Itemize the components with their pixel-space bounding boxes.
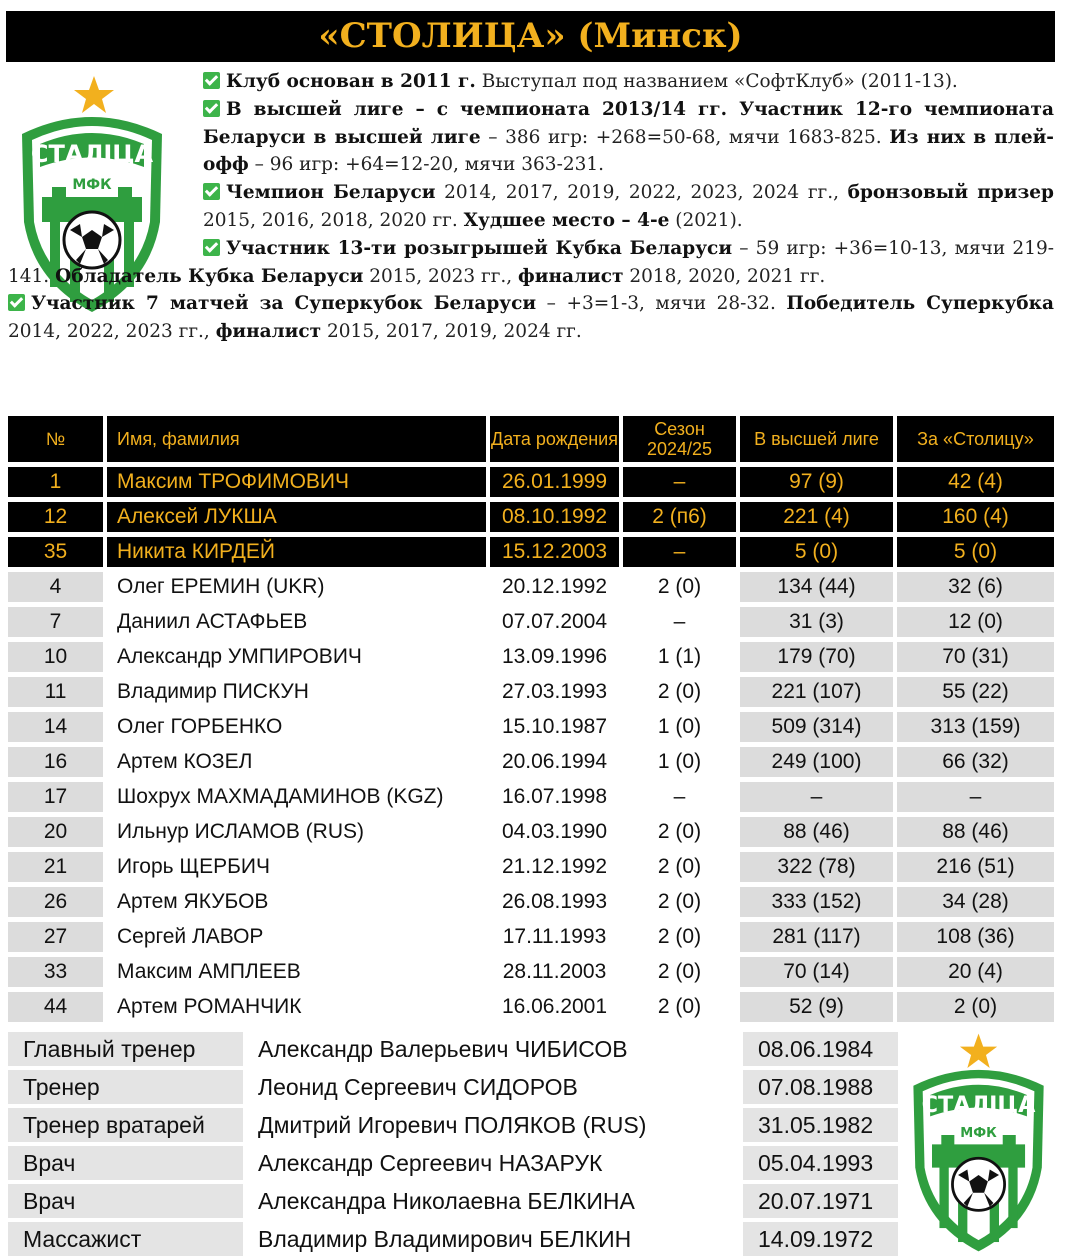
player-top-league: 179 (70) <box>736 642 893 672</box>
player-top-league: 281 (117) <box>736 922 893 952</box>
staff-row <box>8 1146 898 1180</box>
player-season: 1 (0) <box>619 712 736 742</box>
player-top-league: 5 (0) <box>736 537 893 567</box>
info-supercup: Участник 7 матчей за Суперкубок Беларуси – +3=1-3, мячи 28-32. Победитель Суперкубка 2014, 2022, 2023 гг., финалист 2015, 2017, 2019, 2024 гг. <box>8 293 1054 343</box>
player-name: Сергей ЛАВОР <box>103 922 486 952</box>
staff-row <box>8 1184 898 1218</box>
player-birthdate: 26.01.1999 <box>486 467 619 497</box>
table-row <box>8 887 1054 917</box>
player-top-league: 249 (100) <box>736 747 893 777</box>
checkmark-icon <box>203 239 220 256</box>
player-club-apps: 70 (31) <box>893 642 1054 672</box>
player-number: 7 <box>8 607 103 637</box>
player-club-apps: – <box>893 782 1054 812</box>
player-number: 1 <box>8 467 103 497</box>
player-top-league: 88 (46) <box>736 817 893 847</box>
player-number: 26 <box>8 887 103 917</box>
player-number: 12 <box>8 502 103 532</box>
staff-role: Врач <box>8 1184 243 1218</box>
player-name: Шохрух МАХМАДАМИНОВ (KGZ) <box>103 782 486 812</box>
player-number: 35 <box>8 537 103 567</box>
player-club-apps: 32 (6) <box>893 572 1054 602</box>
table-row <box>8 642 1054 672</box>
player-birthdate: 20.06.1994 <box>486 747 619 777</box>
player-club-apps: 34 (28) <box>893 887 1054 917</box>
player-birthdate: 20.12.1992 <box>486 572 619 602</box>
player-birthdate: 26.08.1993 <box>486 887 619 917</box>
staff-row <box>8 1222 898 1256</box>
staff-row <box>8 1032 898 1066</box>
player-birthdate: 04.03.1990 <box>486 817 619 847</box>
player-number: 44 <box>8 992 103 1022</box>
player-season: 2 (0) <box>619 677 736 707</box>
svg-text:МФК: МФК <box>960 1125 997 1141</box>
staff-birthdate: 20.07.1971 <box>743 1184 898 1218</box>
staff-table <box>8 1028 898 1260</box>
player-birthdate: 16.06.2001 <box>486 992 619 1022</box>
star-icon <box>960 1034 997 1068</box>
player-name: Даниил АСТАФЬЕВ <box>103 607 486 637</box>
player-number: 21 <box>8 852 103 882</box>
player-club-apps: 20 (4) <box>893 957 1054 987</box>
player-top-league: 221 (4) <box>736 502 893 532</box>
player-season: 2 (0) <box>619 572 736 602</box>
player-birthdate: 08.10.1992 <box>486 502 619 532</box>
logo-text: СТАЛIЦА <box>30 140 154 168</box>
table-row <box>8 852 1054 882</box>
staff-birthdate: 14.09.1972 <box>743 1222 898 1256</box>
table-header <box>8 416 1054 462</box>
player-name: Владимир ПИСКУН <box>103 677 486 707</box>
player-season: 2 (0) <box>619 887 736 917</box>
player-name: Алексей ЛУКША <box>103 502 486 532</box>
info-founded: Клуб основан в 2011 г. Выступал под названием «СофтКлуб» (2011-13). <box>8 68 1054 96</box>
player-club-apps: 5 (0) <box>893 537 1054 567</box>
logo-monogram: МФК <box>72 177 112 193</box>
table-row <box>8 607 1054 637</box>
player-season: 2 (0) <box>619 922 736 952</box>
player-top-league: 31 (3) <box>736 607 893 637</box>
checkmark-icon <box>203 183 220 200</box>
staff-name: Александра Николаевна БЕЛКИНА <box>243 1184 743 1218</box>
player-top-league: 134 (44) <box>736 572 893 602</box>
player-birthdate: 13.09.1996 <box>486 642 619 672</box>
player-club-apps: 2 (0) <box>893 992 1054 1022</box>
player-club-apps: 160 (4) <box>893 502 1054 532</box>
staff-role: Главный тренер <box>8 1032 243 1066</box>
player-birthdate: 28.11.2003 <box>486 957 619 987</box>
staff-name: Александр Валерьевич ЧИБИСОВ <box>243 1032 743 1066</box>
info-top-league: В высшей лиге – с чемпионата 2013/14 гг. Участник 12-го чемпионата Беларуси в высшей лиге – 386 игр: +268=50-68, мячи 1683-825. Из них в плей-офф – 96 игр: +64=12-20, мячи 363-231. <box>203 98 1054 176</box>
staff-name: Владимир Владимирович БЕЛКИН <box>243 1222 743 1256</box>
player-number: 11 <box>8 677 103 707</box>
player-season: – <box>619 537 736 567</box>
player-top-league: 70 (14) <box>736 957 893 987</box>
player-name: Игорь ЩЕРБИЧ <box>103 852 486 882</box>
player-number: 17 <box>8 782 103 812</box>
player-number: 14 <box>8 712 103 742</box>
staff-birthdate: 05.04.1993 <box>743 1146 898 1180</box>
player-top-league: 509 (314) <box>736 712 893 742</box>
player-birthdate: 27.03.1993 <box>486 677 619 707</box>
player-season: 1 (1) <box>619 642 736 672</box>
player-top-league: 221 (107) <box>736 677 893 707</box>
col-birth-header: Дата рождения <box>486 416 619 462</box>
staff-birthdate: 31.05.1982 <box>743 1108 898 1142</box>
player-birthdate: 07.07.2004 <box>486 607 619 637</box>
staff-name: Александр Сергеевич НАЗАРУК <box>243 1146 743 1180</box>
table-row <box>8 992 1054 1022</box>
player-name: Артем ЯКУБОВ <box>103 887 486 917</box>
table-row <box>8 957 1054 987</box>
player-number: 33 <box>8 957 103 987</box>
player-club-apps: 12 (0) <box>893 607 1054 637</box>
table-row <box>8 467 1054 497</box>
player-season: – <box>619 467 736 497</box>
checkmark-icon <box>8 294 25 311</box>
table-row <box>8 782 1054 812</box>
table-row <box>8 572 1054 602</box>
player-name: Артем КОЗЕЛ <box>103 747 486 777</box>
player-club-apps: 66 (32) <box>893 747 1054 777</box>
info-champion: Чемпион Беларуси 2014, 2017, 2019, 2022, 2023, 2024 гг., бронзовый призер 2015, 2016, 2018, 2020 гг. Худшее место – 4-е (2021). <box>203 182 1054 231</box>
club-info <box>8 68 1054 346</box>
player-name: Артем РОМАНЧИК <box>103 992 486 1022</box>
player-club-apps: 313 (159) <box>893 712 1054 742</box>
staff-row <box>8 1108 898 1142</box>
player-club-apps: 55 (22) <box>893 677 1054 707</box>
staff-birthdate: 07.08.1988 <box>743 1070 898 1104</box>
staff-role: Врач <box>8 1146 243 1180</box>
player-birthdate: 17.11.1993 <box>486 922 619 952</box>
table-row <box>8 922 1054 952</box>
player-season: – <box>619 607 736 637</box>
staff-row <box>8 1070 898 1104</box>
player-number: 4 <box>8 572 103 602</box>
col-club-header: За «Столицу» <box>893 416 1054 462</box>
player-birthdate: 15.10.1987 <box>486 712 619 742</box>
info-cup: Участник 13-ти розыгрышей Кубка Беларуси – 59 игр: +36=10-13, мячи 219-141. Обладатель Кубка Беларуси 2015, 2023 гг., финалист 2018, 2020, 2021 гг. <box>8 237 1054 287</box>
staff-name: Дмитрий Игоревич ПОЛЯКОВ (RUS) <box>243 1108 743 1142</box>
player-top-league: – <box>736 782 893 812</box>
roster-table <box>8 411 1054 1027</box>
table-row <box>8 747 1054 777</box>
player-club-apps: 216 (51) <box>893 852 1054 882</box>
player-name: Олег ГОРБЕНКО <box>103 712 486 742</box>
staff-role: Тренер вратарей <box>8 1108 243 1142</box>
player-name: Олег ЕРЕМИН (UKR) <box>103 572 486 602</box>
player-club-apps: 88 (46) <box>893 817 1054 847</box>
col-num-header: № <box>8 416 103 462</box>
club-logo-bottom <box>898 1028 1060 1256</box>
player-season: – <box>619 782 736 812</box>
player-birthdate: 16.07.1998 <box>486 782 619 812</box>
player-number: 16 <box>8 747 103 777</box>
table-row <box>8 712 1054 742</box>
table-row <box>8 537 1054 567</box>
player-name: Александр УМПИРОВИЧ <box>103 642 486 672</box>
player-name: Ильнур ИСЛАМОВ (RUS) <box>103 817 486 847</box>
checkmark-icon <box>203 72 220 89</box>
col-top-league-header: В высшей лиге <box>736 416 893 462</box>
player-top-league: 333 (152) <box>736 887 893 917</box>
player-number: 27 <box>8 922 103 952</box>
checkmark-icon <box>203 100 220 117</box>
player-number: 20 <box>8 817 103 847</box>
player-birthdate: 21.12.1992 <box>486 852 619 882</box>
player-number: 10 <box>8 642 103 672</box>
player-name: Максим ТРОФИМОВИЧ <box>103 467 486 497</box>
player-season: 1 (0) <box>619 747 736 777</box>
player-top-league: 322 (78) <box>736 852 893 882</box>
table-row <box>8 817 1054 847</box>
page-title: «СТОЛИЦА» (Минск) <box>6 11 1055 62</box>
staff-birthdate: 08.06.1984 <box>743 1032 898 1066</box>
staff-name: Леонид Сергеевич СИДОРОВ <box>243 1070 743 1104</box>
player-name: Максим АМПЛЕЕВ <box>103 957 486 987</box>
player-club-apps: 42 (4) <box>893 467 1054 497</box>
player-top-league: 97 (9) <box>736 467 893 497</box>
player-season: 2 (п6) <box>619 502 736 532</box>
col-name-header: Имя, фамилия <box>103 416 486 462</box>
table-row <box>8 502 1054 532</box>
svg-text:СТАЛIЦА: СТАЛIЦА <box>921 1091 1036 1118</box>
player-season: 2 (0) <box>619 817 736 847</box>
table-row <box>8 677 1054 707</box>
staff-role: Массажист <box>8 1222 243 1256</box>
player-name: Никита КИРДЕЙ <box>103 537 486 567</box>
player-season: 2 (0) <box>619 957 736 987</box>
col-season-header: Сезон 2024/25 <box>619 416 736 462</box>
player-season: 2 (0) <box>619 852 736 882</box>
player-season: 2 (0) <box>619 992 736 1022</box>
player-birthdate: 15.12.2003 <box>486 537 619 567</box>
player-top-league: 52 (9) <box>736 992 893 1022</box>
staff-role: Тренер <box>8 1070 243 1104</box>
player-club-apps: 108 (36) <box>893 922 1054 952</box>
